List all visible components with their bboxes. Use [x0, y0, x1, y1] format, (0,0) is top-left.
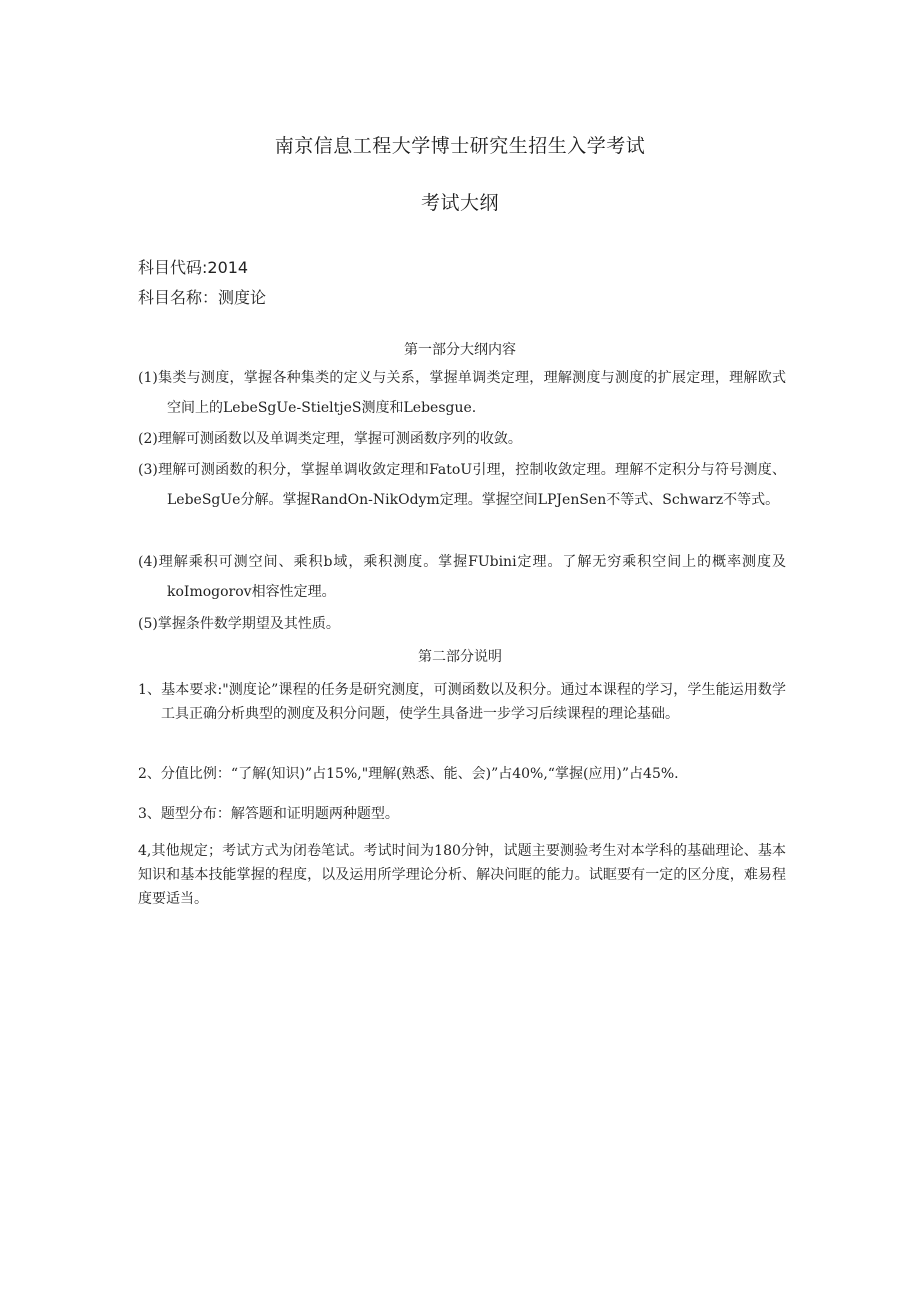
- part2-heading: 第二部分说明: [418, 649, 502, 665]
- part2-item-2: 2、分值比例：“了解(知识)”占15%,"理解(熟悉、能、会)”占40%,“掌握(应用)”占45%.: [138, 766, 679, 782]
- subject-name: 科目名称：测度论: [138, 288, 267, 307]
- part1-item-2: (2)理解可测函数以及单调类定理，掌握可测函数序列的收敛。: [138, 431, 522, 447]
- part1-item-4: (4)理解乘积可测空间、乘积b域，乘积测度。掌握FUbini定理。了解无穷乘积空间上的概率测度及koImogorov相容性定理。: [138, 554, 786, 600]
- part1-heading: 第一部分大纲内容: [404, 342, 516, 358]
- part1-item-5: (5)掌握条件数学期望及其性质。: [138, 616, 340, 632]
- document-subtitle: 考试大纲: [420, 192, 499, 214]
- part1-item-3: (3)理解可测函数的积分，掌握单调收敛定理和FatoU引理，控制收敛定理。理解不定积分与符号测度、LebeSgUe分解。掌握RandOn-NikOdym定理。掌握空间LPJenSen不等式、Schwarz不等式。: [138, 462, 786, 508]
- part2-item-1: 1、基本要求:"测度论”课程的任务是研究测度，可测函数以及积分。通过本课程的学习，学生能运用数学工具正确分析典型的测度及积分问题，使学生具备进一步学习后续课程的理论基础。: [138, 682, 786, 722]
- part1-item-1: (1)集类与测度，掌握各种集类的定义与关系，掌握单调类定理，理解测度与测度的扩展定理，理解欧式空间上的LebeSgUe-StieltjeS测度和Lebesgue.: [138, 370, 786, 416]
- part2-item-4: 4,其他规定；考试方式为闭卷笔试。考试时间为180分钟，试题主要测验考生对本学科的基础理论、基本知识和基本技能掌握的程度，以及运用所学理论分析、解决问眶的能力。试眶要有一定的区分度，难易程度要适当。: [138, 843, 786, 907]
- part2-item-3: 3、题型分布：解答题和证明题两种题型。: [138, 806, 399, 822]
- subject-code: 科目代码:2014: [138, 258, 249, 277]
- document-title: 南京信息工程大学博士研究生招生入学考试: [274, 135, 646, 157]
